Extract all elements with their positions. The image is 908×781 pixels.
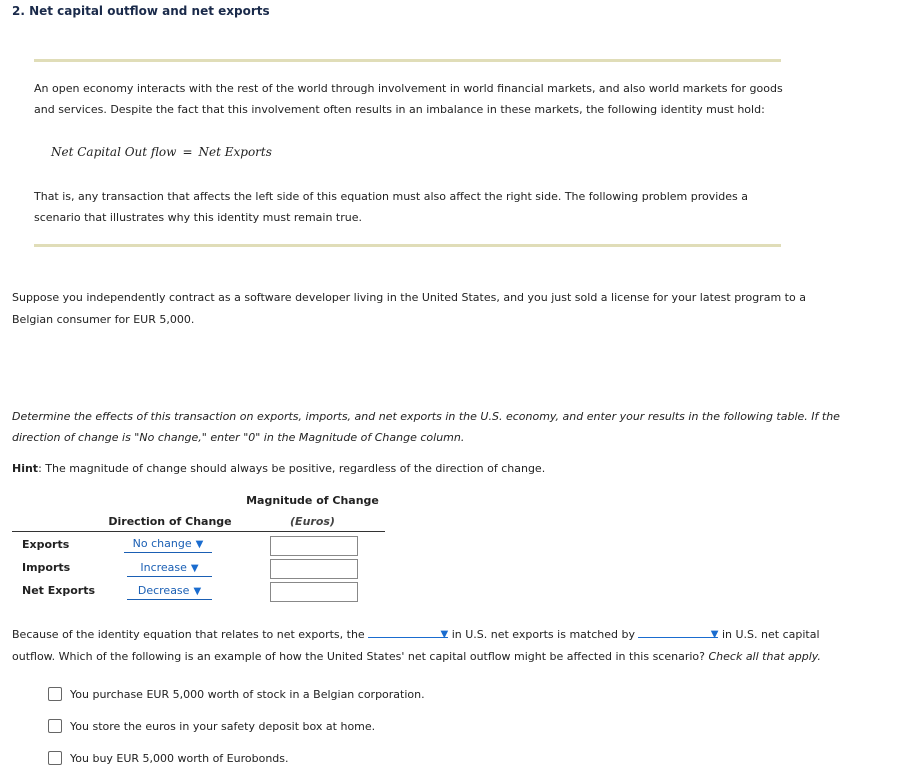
direction-value-exports: No change [132,537,192,550]
chevron-down-icon: ▼ [195,539,204,550]
change-dropdown-1[interactable] [368,625,448,638]
intro-paragraph-2: That is, any transaction that affects the left side of this equation must also affect the right side. The following problem provides a scenario that illustrates why this identity must remain true. [34,190,749,224]
option-checkbox-2[interactable] [48,719,62,733]
hint-label: Hint [12,462,39,475]
chevron-down-icon: ▼ [710,629,719,640]
scenario-text: Suppose you independently contract as a software developer living in the United States, and you just sold a license for your latest program to a Belgian consumer for EUR 5,000. [12,291,806,326]
hint-body: : The magnitude of change should always be positive, regardless of the direction of change. [38,462,546,475]
option-label-3: You buy EUR 5,000 worth of Eurobonds. [70,751,289,765]
intro-bottom-rule [34,244,781,247]
magnitude-subheader: (Euros) [290,515,335,528]
option-checkbox-1[interactable] [48,687,62,701]
magnitude-input-exports[interactable] [270,536,358,556]
row-label-exports: Exports [22,538,70,551]
hint-text [12,462,545,475]
magnitude-header: Magnitude of Change [246,494,379,507]
direction-value-imports: Increase [140,561,187,574]
equation-sign: = [182,145,193,159]
option-label-2: You store the euros in your safety deposit box at home. [70,719,376,733]
option-checkbox-3[interactable] [48,751,62,765]
magnitude-input-imports[interactable] [270,559,358,579]
question-heading: 2. Net capital outflow and net exports [12,4,270,18]
because-text [12,624,852,668]
direction-dropdown-net-exports[interactable] [127,584,212,600]
option-label-1: You purchase EUR 5,000 worth of stock in a Belgian corporation. [70,687,425,701]
row-label-imports: Imports [22,561,71,574]
check-all-note: Check all that apply. [708,650,821,663]
table-header-divider [12,531,385,532]
option-row-1[interactable] [48,687,425,701]
direction-dropdown-exports[interactable] [124,537,212,553]
chevron-down-icon: ▼ [193,586,202,597]
identity-equation [51,145,272,159]
direction-value-net-exports: Decrease [137,584,190,597]
because-part-3: in U.S. net capital outflow. Which of the following is an example of how the United States' net capital outflow might be affected in this scenario? [12,628,820,663]
intro-top-rule [34,59,781,62]
because-part-1: Because of the identity equation that relates to net exports, the [12,628,365,641]
intro-paragraph: An open economy interacts with the rest of the world through involvement in world financial markets, and also world markets for goods and services. Despite the fact that this involvement often results in an imbalance in these markets, the following identity must hold: [34,82,783,116]
because-part-2: in U.S. net exports is matched by [451,628,635,641]
option-row-2[interactable] [48,719,375,733]
magnitude-input-net-exports[interactable] [270,582,358,602]
chevron-down-icon: ▼ [190,563,199,574]
equation-right: Net Exports [198,145,272,159]
option-row-3[interactable] [48,751,289,765]
instruction-text: Determine the effects of this transaction on exports, imports, and net exports in the U.S. economy, and enter your results in the following table. If the direction of change is "No change," enter "0" in the Magnitude of Change column. [12,410,840,444]
chevron-down-icon: ▼ [440,629,449,640]
change-dropdown-2[interactable] [638,625,718,638]
direction-header: Direction of Change [108,515,232,528]
equation-left: Net Capital Out flow [51,145,177,159]
direction-dropdown-imports[interactable] [127,561,212,577]
row-label-net-exports: Net Exports [22,584,96,597]
